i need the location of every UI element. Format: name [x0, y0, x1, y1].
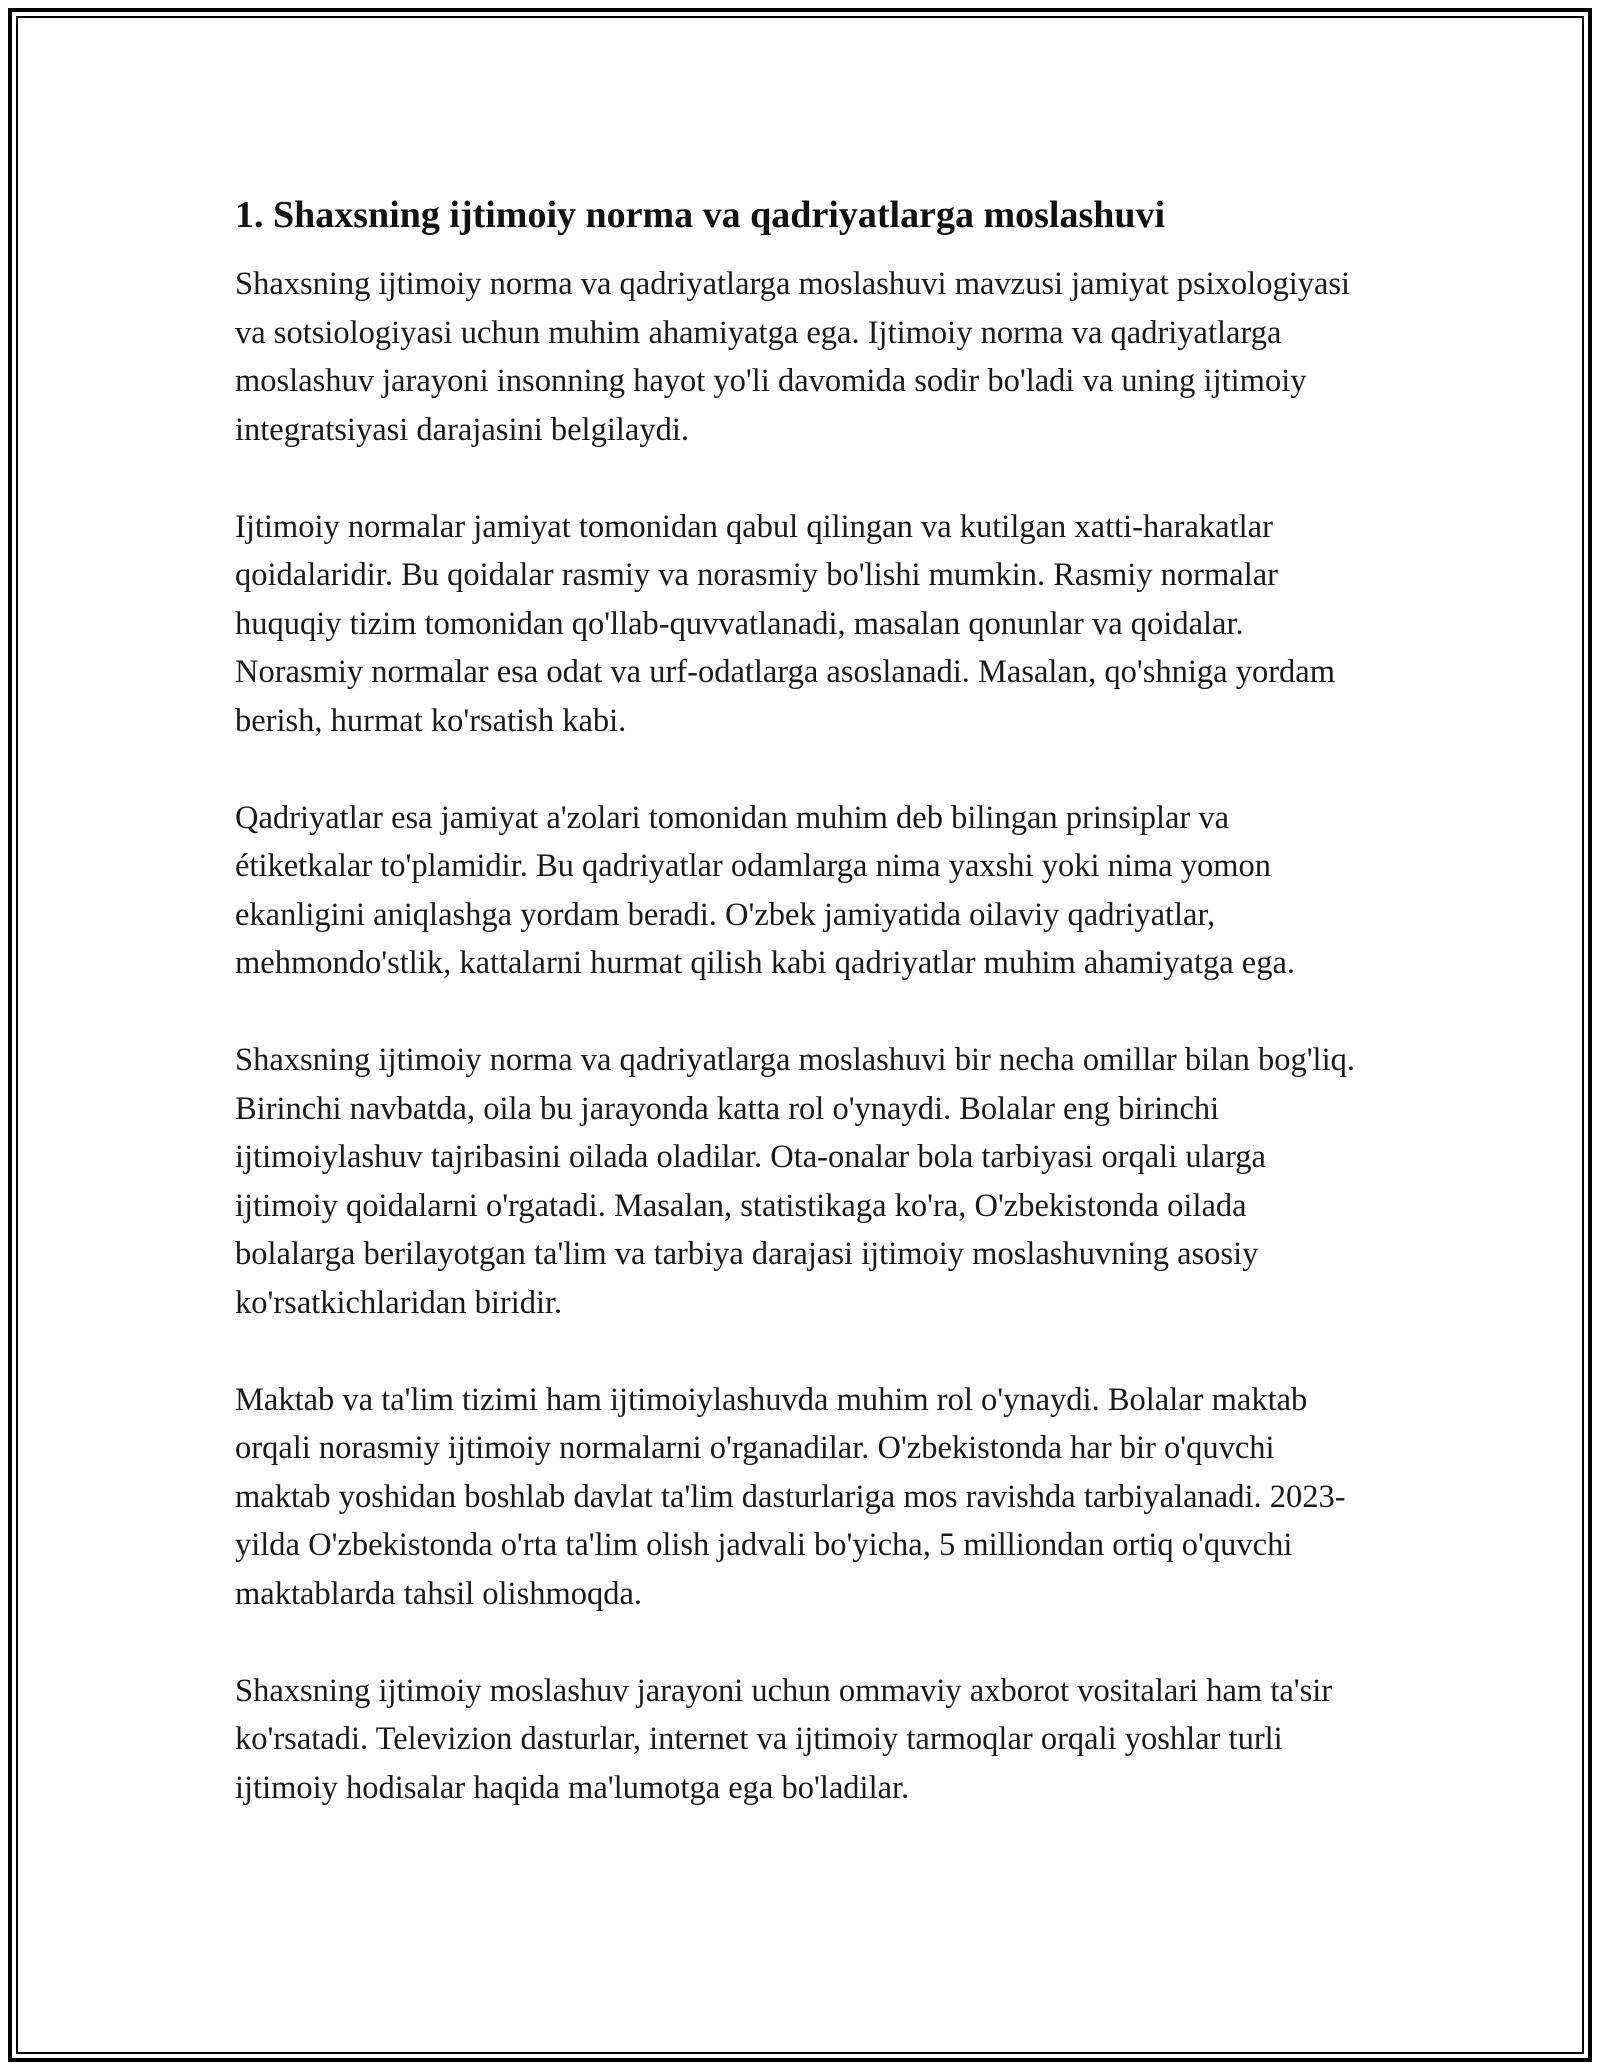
paragraph: Ijtimoiy normalar jamiyat tomonidan qabul qilingan va kutilgan xatti-harakatlar qoidalaridir. Bu qoidalar rasmiy va norasmiy bo'lishi mumkin. Rasmiy normalar huquqiy tizim tomonidan qo'llab-quvvatlanadi, masalan qonunlar va qoidalar. Norasmiy normalar esa odat va urf-odatlarga asoslanadi. Masalan, qo'shniga yordam berish, hurmat ko'rsatish kabi. [235, 508, 1335, 739]
paragraph: Qadriyatlar esa jamiyat a'zolari tomonidan muhim deb bilingan prinsiplar va étiketkalar to'plamidir. Bu qadriyatlar odamlarga nima yaxshi yoki nima yomon ekanligini aniqlashga yordam beradi. O'zbek jamiyatida oilaviy qadriyatlar, mehmondo'stlik, kattalarni hurmat qilish kabi qadriyatlar muhim ahamiyatga ega. [235, 799, 1296, 981]
section-title: 1. Shaxsning ijtimoiy norma va qadriyatlarga moslashuvi [235, 194, 1166, 236]
document-body [235, 186, 1365, 1861]
paragraph: Maktab va ta'lim tizimi ham ijtimoiylashuvda muhim rol o'ynaydi. Bolalar maktab orqali norasmiy ijtimoiy normalarni o'rganadilar. O'zbekistonda har bir o'quvchi maktab yoshidan boshlab davlat ta'lim dasturlariga mos ravishda tarbiyalanadi. 2023-yilda O'zbekistonda o'rta ta'lim olish jadvali bo'yicha, 5 milliondan ortiq o'quvchi maktablarda tahsil olishmoqda. [235, 1381, 1346, 1612]
paragraph: Shaxsning ijtimoiy norma va qadriyatlarga moslashuvi mavzusi jamiyat psixologiyasi va sotsiologiyasi uchun muhim ahamiyatga ega. Ijtimoiy norma va qadriyatlarga moslashuv jarayoni insonning hayot yo'li davomida sodir bo'ladi va uning ijtimoiy integratsiyasi darajasini belgilaydi. [235, 266, 1351, 448]
paragraph: Shaxsning ijtimoiy norma va qadriyatlarga moslashuvi bir necha omillar bilan bog'liq. Birinchi navbatda, oila bu jarayonda katta rol o'ynaydi. Bolalar eng birinchi ijtimoiylashuv tajribasini oilada oladilar. Ota-onalar bola tarbiyasi orqali ularga ijtimoiy qoidalarni o'rgatadi. Masalan, statistikaga ko'ra, O'zbekistonda oilada bolalarga berilayotgan ta'lim va tarbiya darajasi ijtimoiy moslashuvning asosiy ko'rsatkichlaridan biridir. [235, 1042, 1355, 1321]
paragraph: Shaxsning ijtimoiy moslashuv jarayoni uchun ommaviy axborot vositalari ham ta'sir ko'rsatadi. Televizion dasturlar, internet va ijtimoiy tarmoqlar orqali yoshlar turli ijtimoiy hodisalar haqida ma'lumotga ega bo'ladilar. [235, 1672, 1333, 1806]
